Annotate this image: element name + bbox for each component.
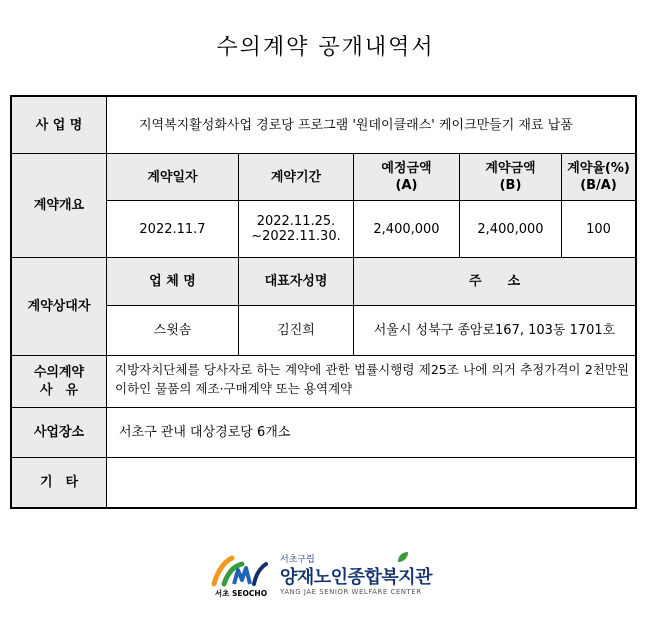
- reason-label: [12, 356, 106, 407]
- page-title: 수의계약 공개내역서: [216, 35, 435, 60]
- address-value: 서울시 성북구 종암로167, 103동 1701호: [373, 323, 616, 338]
- contract-amount-sub: (B): [499, 178, 522, 193]
- estimated-price-title: 예정금액: [381, 161, 432, 176]
- contract-amount-header: [460, 154, 561, 200]
- business-name-value: 지역복지활성화사업 경로당 프로그램 '원데이클래스' 케이크만들기 재료 납품: [139, 117, 573, 133]
- representative-header: 대표자성명: [239, 258, 353, 305]
- contract-date-header: 계약일자: [107, 154, 238, 200]
- district-mark: 서초 SEOCHO: [214, 589, 268, 598]
- location-value: 서초구 관내 대상경로당 6개소: [119, 425, 291, 440]
- contract-period-start: 2022.11.25.: [256, 214, 336, 229]
- location-label: 사업장소: [12, 408, 106, 457]
- contract-rate-sub: (B/A): [580, 178, 617, 193]
- business-name-label: 사 업 명: [12, 97, 106, 153]
- estimated-price-value: 2,400,000: [373, 221, 440, 237]
- contract-period-end: ~2022.11.30.: [251, 229, 341, 244]
- seocho-logo-icon: [208, 550, 274, 600]
- org-logo: [208, 550, 448, 600]
- org-name: 양재노인종합복지관: [280, 567, 432, 588]
- contract-amount-value: 2,400,000: [477, 221, 544, 237]
- contract-overview-label: 계약개요: [12, 154, 106, 257]
- disclosure-table: [10, 95, 642, 509]
- estimated-price-header: [354, 154, 459, 200]
- reason-text: 지방자치단체를 당사자로 하는 계약에 관한 법률시행령 제25조 나에 의거 추정가격이 2천만원 이하인 물품의 제조·구매계약 또는 용역계약: [115, 362, 642, 396]
- representative-value: 김진희: [277, 323, 315, 338]
- contract-period-header: 계약기간: [239, 154, 353, 200]
- counterparty-label: 계약상대자: [12, 258, 106, 355]
- estimated-price-sub: (A): [395, 178, 418, 193]
- contract-rate-title: 계약율(%): [567, 161, 630, 176]
- org-english-name: YANG JAE SENIOR WELFARE CENTER: [280, 588, 422, 596]
- reason-label-line2: 사 유: [39, 382, 79, 398]
- etc-label: 기 타: [12, 458, 106, 507]
- contract-date-value: 2022.11.7: [139, 221, 206, 237]
- contract-rate-value: 100: [586, 221, 611, 237]
- company-name-header: 업 체 명: [107, 258, 238, 305]
- address-header: 주 소: [354, 258, 635, 305]
- contract-period-value: [239, 201, 353, 257]
- contract-rate-header: [562, 154, 635, 200]
- etc-value: [107, 458, 635, 507]
- contract-amount-title: 계약금액: [485, 161, 536, 176]
- company-name-value: 스윗솜: [153, 323, 192, 338]
- reason-label-line1: 수의계약: [33, 364, 85, 380]
- leaf-icon: [396, 550, 410, 564]
- org-small-name: 서초구립: [280, 555, 315, 565]
